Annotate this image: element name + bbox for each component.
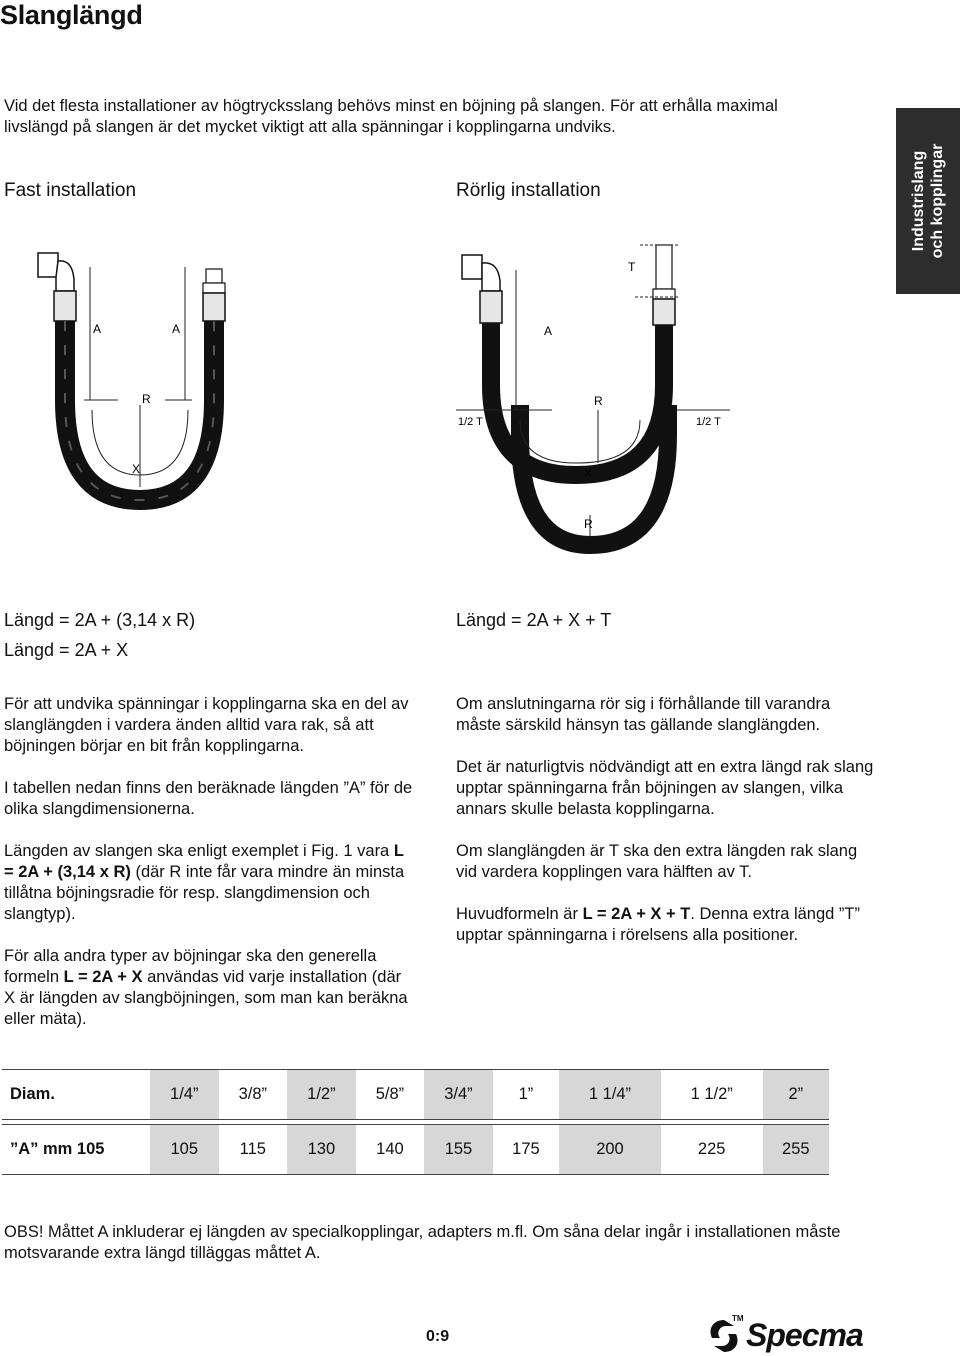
table-cell: 225: [661, 1125, 763, 1175]
formula-fixed-1: Längd = 2A + (3,14 x R): [4, 610, 196, 630]
movable-installation-diagram: [440, 225, 740, 565]
dim-label-half-t-left: 1/2 T: [458, 416, 483, 428]
dim-label-half-t-right: 1/2 T: [696, 416, 721, 428]
table-cell: 115: [219, 1125, 288, 1175]
table-cell: 175: [493, 1125, 559, 1175]
table-row-a-mm: [2, 1125, 829, 1175]
intro-text: Vid det flesta installationer av högtrycksslang behövs minst en böjning på slangen. För att erhålla maximal livslängd på slangen är det mycket viktigt att alla spänningar i kopplingarna undviks.: [4, 97, 778, 136]
left-paragraph-3: Längden av slangen ska enligt exemplet i Fig. 1 vara L = 2A + (3,14 x R) (där R inte får vara mindre än minsta tillåtna böjningsradie för resp. slangdimension och slangtyp).: [4, 842, 405, 923]
table-cell: 1 1/2”: [661, 1070, 763, 1120]
table-cell: 105: [150, 1125, 219, 1175]
table-header-a-mm: ”A” mm 105: [2, 1125, 150, 1175]
hose-length-table: [2, 1069, 829, 1175]
table-cell: 255: [763, 1125, 829, 1175]
formula-fixed-2: Längd = 2A + X: [4, 640, 129, 660]
right-paragraph-4: Huvudformeln är L = 2A + X + T. Denna extra längd ”T” upptar spänningarna i rörelsens alla positioner.: [456, 905, 860, 944]
left-paragraph-2: I tabellen nedan finns den beräknade längden ”A” för de olika slangdimensionerna.: [4, 779, 413, 818]
right-ferrule: [203, 293, 225, 321]
left-column-text: [4, 694, 414, 1051]
fixed-installation-heading: Fast installation: [4, 180, 137, 201]
table-cell: 130: [287, 1125, 356, 1175]
dim-label-r-bottom: R: [584, 517, 593, 531]
right-paragraph-2: Det är naturligtvis nödvändigt att en extra längd rak slang upptar spänningarna från böjningen av slangen, vilka annars skulle belasta kopplingarna.: [456, 758, 874, 818]
dim-label-a-left: A: [93, 322, 102, 336]
dim-label-a-right: A: [172, 322, 181, 336]
table-header-diam: Diam.: [2, 1070, 150, 1120]
left-ferrule: [480, 291, 502, 323]
straight-thread: [206, 269, 222, 283]
elbow-nut: [462, 255, 482, 279]
specma-logo: [704, 1314, 884, 1356]
table-cell: 1 1/4”: [559, 1070, 661, 1120]
straight-thread: [656, 245, 672, 289]
elbow-body: [482, 263, 500, 291]
elbow-body: [56, 261, 74, 291]
note-text: OBS! Måttet A inkluderar ej längden av specialkopplingar, adapters m.fl. Om såna delar ingår i installationen måste motsvarande extra längd tilläggas måttet A.: [4, 1223, 841, 1262]
right-ferrule: [653, 299, 675, 325]
table-cell: 200: [559, 1125, 661, 1175]
right-column-text: [456, 694, 876, 967]
dim-label-r-top: R: [594, 394, 603, 408]
straight-hex: [203, 283, 225, 293]
dim-label-t: T: [628, 260, 636, 274]
dim-label-x: X: [584, 466, 593, 480]
right-paragraph-3: Om slanglängden är T ska den extra längden rak slang vid vardera kopplingen vara hälften av T.: [456, 842, 858, 881]
formula-movable: Längd = 2A + X + T: [456, 610, 612, 630]
left-ferrule: [54, 291, 76, 321]
table-cell: 155: [424, 1125, 493, 1175]
left-paragraph-4: För alla andra typer av böjningar ska den generella formeln L = 2A + X användas vid varje installation (där X är längden av slangböjningen, som man kan beräkna eller mäta).: [4, 947, 408, 1028]
section-side-tab[interactable]: [896, 108, 960, 294]
table-cell: 1/2”: [287, 1070, 356, 1120]
page-title: Slanglängd: [0, 0, 143, 30]
table-row-diam: [2, 1070, 829, 1120]
elbow-nut: [38, 253, 58, 277]
table-cell: 2”: [763, 1070, 829, 1120]
page-number: 0:9: [426, 1328, 450, 1345]
table-cell: 140: [356, 1125, 425, 1175]
left-paragraph-1: För att undvika spänningar i kopplingarna ska en del av slanglängden i vardera änden alltid vara rak, så att böjningen börjar en bit från kopplingarna.: [4, 695, 409, 755]
side-tab-line2: och kopplingar: [929, 143, 946, 259]
movable-installation-heading: Rörlig installation: [456, 180, 601, 201]
dim-label-r: R: [142, 392, 151, 406]
table-cell: 1/4”: [150, 1070, 219, 1120]
table-cell: 3/8”: [219, 1070, 288, 1120]
dim-label-a: A: [544, 324, 553, 338]
fixed-installation-diagram: [0, 225, 270, 550]
table-cell: 3/4”: [424, 1070, 493, 1120]
table-cell: 1”: [493, 1070, 559, 1120]
brand-name: Specma: [746, 1317, 863, 1353]
right-paragraph-1: Om anslutningarna rör sig i förhållande till varandra måste särskild hänsyn tas gällande slanglängden.: [456, 695, 831, 734]
side-tab-line1: Industrislang: [910, 150, 927, 252]
table-cell: 5/8”: [356, 1070, 425, 1120]
trademark-mark: TM: [732, 1314, 744, 1323]
dim-label-x: X: [132, 462, 141, 476]
